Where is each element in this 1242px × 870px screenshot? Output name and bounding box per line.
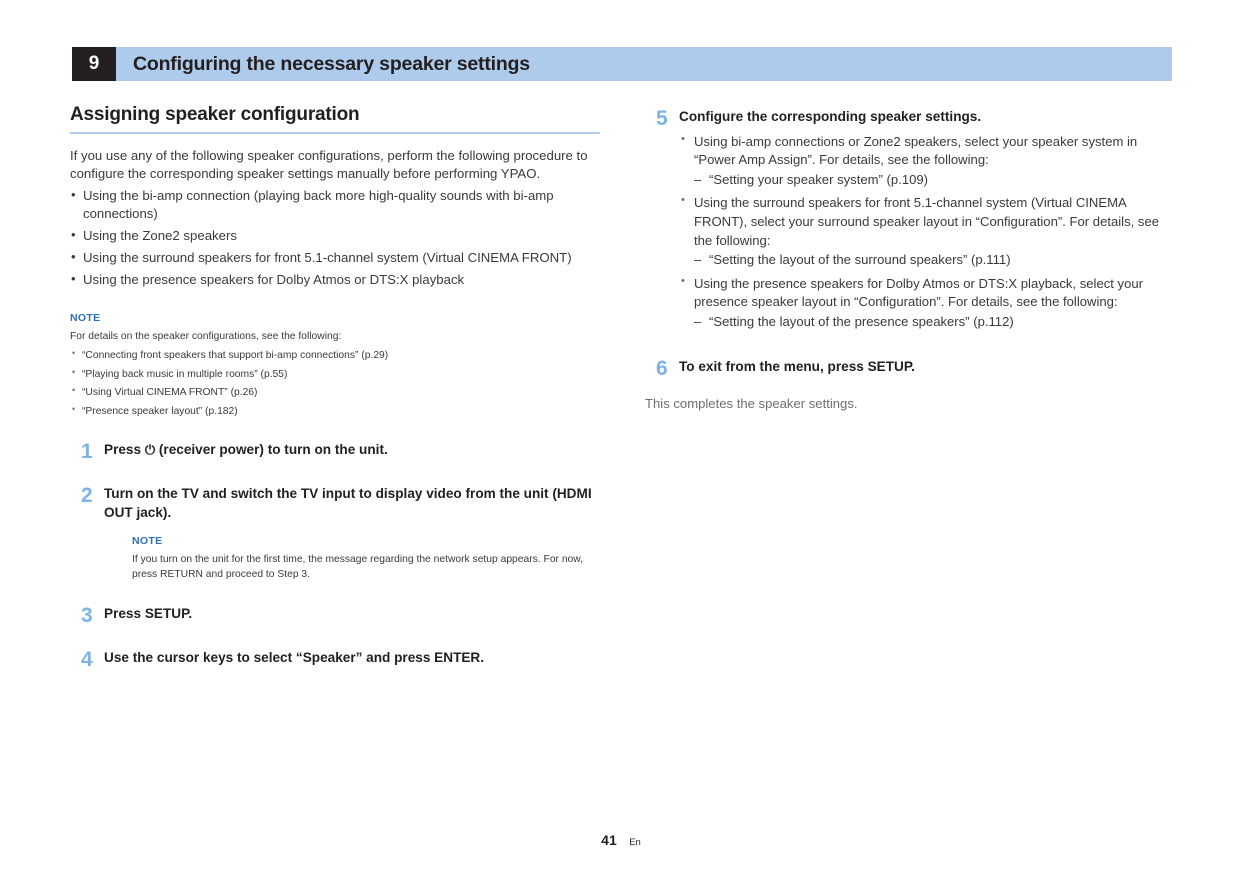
list-item: • “Connecting front speakers that support bi-amp connections” (p.29) [70, 348, 605, 363]
step-title: Configure the corresponding speaker settings. [679, 109, 982, 124]
step-number: 1 [81, 440, 93, 464]
note-intro: For details on the speaker configurations, see the following: [70, 330, 342, 342]
step-2 [70, 485, 605, 582]
reference-list [694, 313, 1175, 332]
step5-item-list [679, 133, 1175, 332]
list-item: • “Using Virtual CINEMA FRONT” (p.26) [70, 385, 605, 400]
step-3 [70, 605, 605, 627]
list-item [679, 133, 1175, 190]
step-title: Turn on the TV and switch the TV input to display video from the unit (HDMI OUT jack). [104, 486, 592, 521]
chapter-title: Configuring the necessary speaker settings [133, 52, 530, 75]
left-column [70, 104, 605, 671]
step-content [104, 485, 605, 582]
list-item [679, 194, 1175, 269]
list-item [679, 275, 1175, 332]
step-5 [645, 108, 1175, 332]
section-heading: Assigning speaker configuration [70, 104, 600, 134]
step-1 [70, 441, 605, 463]
note-body: If you turn on the unit for the first time, the message regarding the network setup appears. For now, press RETURN and proceed to Step 3. [132, 553, 584, 580]
step-content [104, 441, 605, 460]
list-item: – “Setting your speaker system” (p.109) [694, 171, 1175, 190]
list-item-text: Using the presence speakers for Dolby Atmos or DTS:X playback, select your presence speaker layout in “Configuration”. For details, see the following: [694, 275, 1144, 310]
step-title-prefix: Press [104, 442, 145, 458]
list-item: • Using the bi-amp connection (playing back more high-quality sounds with bi-amp connections) [70, 187, 605, 223]
step-title: Use the cursor keys to select “Speaker” and press ENTER. [104, 649, 485, 665]
reference-list [694, 171, 1175, 190]
list-item: • “Presence speaker layout” (p.182) [70, 404, 605, 419]
step-note [132, 535, 605, 583]
list-item: • “Playing back music in multiple rooms” (p.55) [70, 367, 605, 382]
note-label: NOTE [132, 534, 163, 547]
chapter-banner [72, 47, 1172, 81]
list-item: • Using the presence speakers for Dolby Atmos or DTS:X playback [70, 271, 605, 289]
note-label: NOTE [70, 311, 101, 324]
step-content [104, 605, 605, 624]
reference-list [694, 251, 1175, 270]
list-item: – “Setting the layout of the presence speakers” (p.112) [694, 313, 1175, 332]
step-content [679, 108, 1175, 332]
note-reference-list [70, 348, 605, 419]
step-content [104, 649, 605, 668]
step-number: 2 [81, 484, 93, 508]
step-title-suffix: (receiver power) to turn on the unit. [155, 442, 388, 458]
list-item: • Using the Zone2 speakers [70, 227, 605, 245]
step-content [679, 358, 1175, 377]
list-item-text: Using the surround speakers for front 5.1-channel system (Virtual CINEMA FRONT), select your surround speaker layout in “Configuration”. For details, see the following: [694, 195, 1160, 248]
step-number: 4 [81, 647, 93, 671]
closing-paragraph: This completes the speaker settings. [645, 395, 858, 411]
power-icon: ⏻ [144, 443, 156, 459]
page-number: 41 [601, 832, 617, 848]
step-number: 3 [81, 603, 93, 627]
chapter-number: 9 [72, 47, 116, 81]
right-column [645, 108, 1175, 411]
step-4 [70, 649, 605, 671]
page-footer [0, 832, 1242, 850]
list-item: – “Setting the layout of the surround speakers” (p.111) [694, 251, 1175, 270]
step-number: 6 [656, 356, 668, 380]
language-code: En [629, 837, 641, 848]
configuration-list [70, 187, 605, 289]
intro-paragraph: If you use any of the following speaker configurations, perform the following procedure to configure the corresponding speaker settings manually before performing YPAO. [70, 148, 588, 182]
step-6 [645, 358, 1175, 380]
step-title: To exit from the menu, press SETUP. [679, 358, 915, 374]
step-title: Press SETUP. [104, 605, 193, 621]
step-title [104, 441, 605, 460]
list-item: • Using the surround speakers for front 5.1-channel system (Virtual CINEMA FRONT) [70, 249, 605, 267]
list-item-text: Using bi-amp connections or Zone2 speakers, select your speaker system in “Power Amp Assign”. For details, see the following: [694, 133, 1138, 168]
step-number: 5 [656, 107, 668, 130]
